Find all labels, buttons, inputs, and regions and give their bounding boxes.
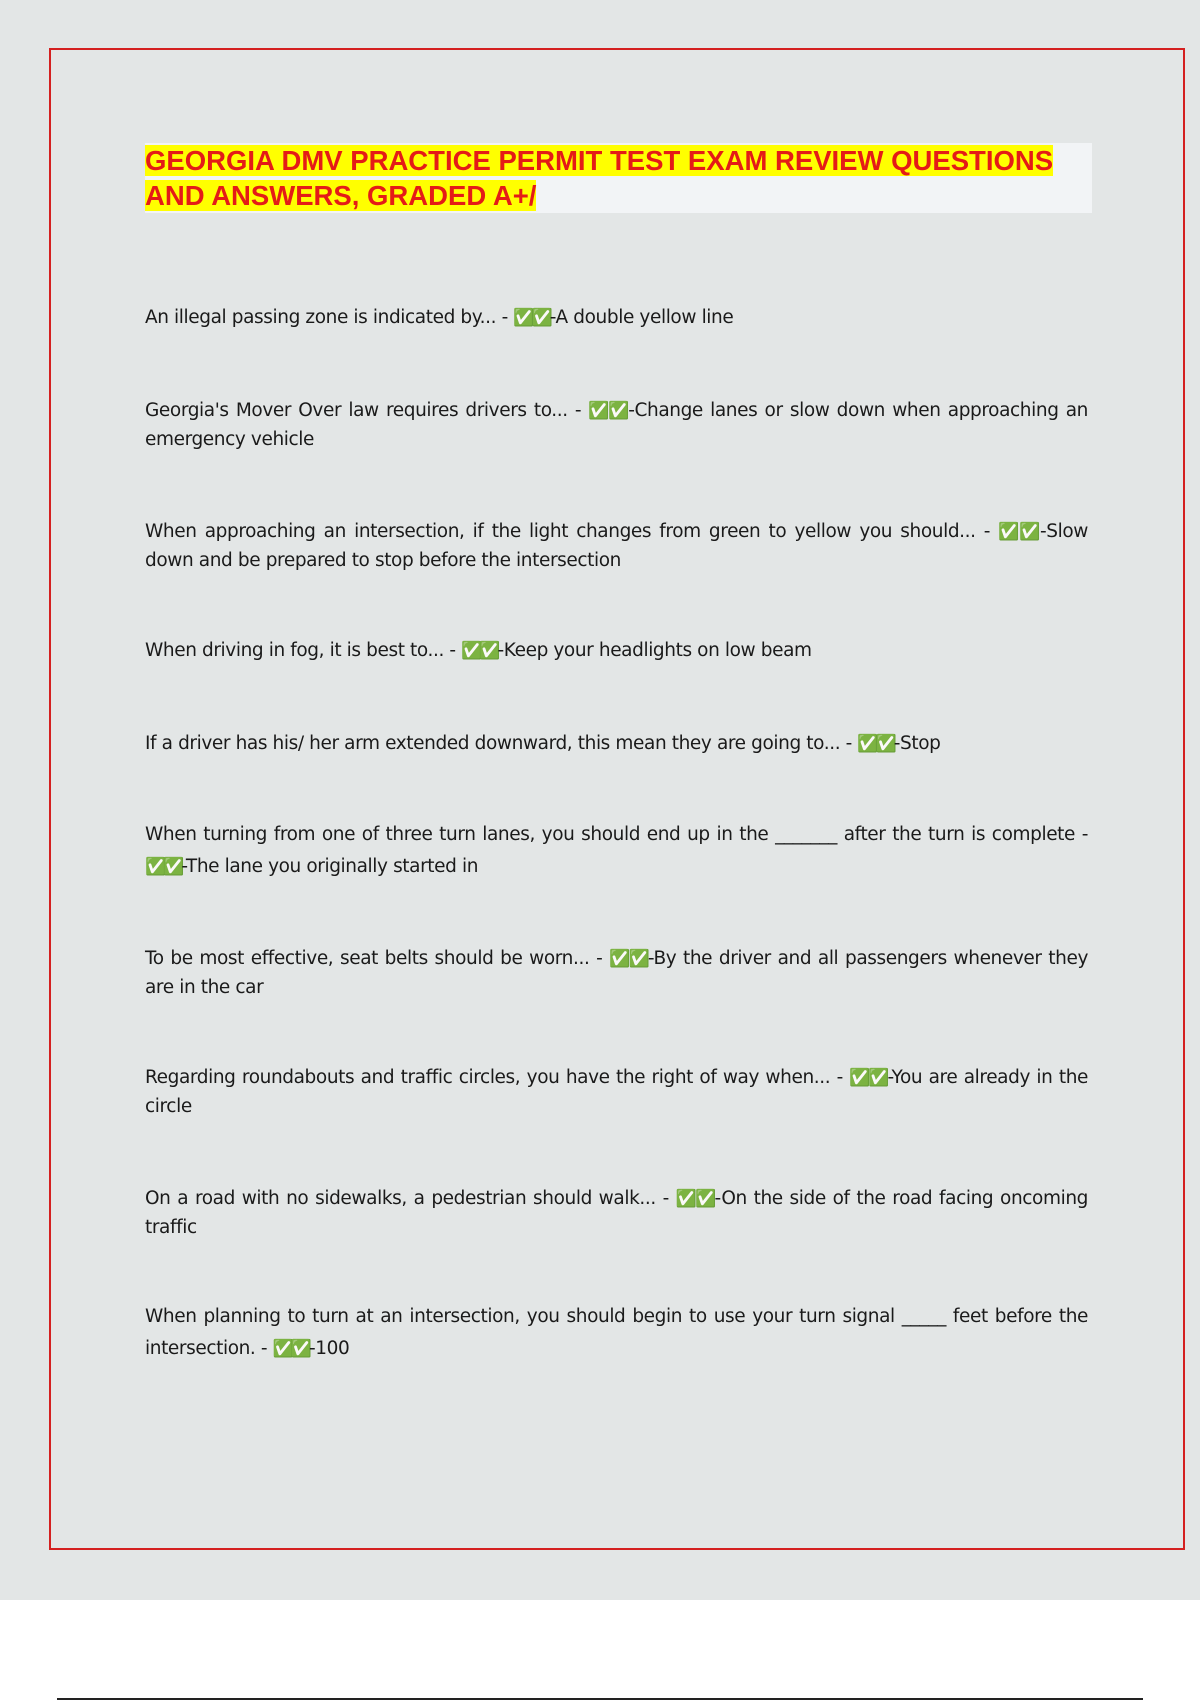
qa-item xyxy=(145,1064,1088,1121)
check-icon: ✅✅ xyxy=(588,401,629,421)
qa-item xyxy=(145,730,1088,759)
check-icon: ✅✅ xyxy=(513,308,550,328)
qa-item xyxy=(145,518,1088,575)
check-icon: ✅✅ xyxy=(461,641,498,661)
check-icon: ✅✅ xyxy=(145,857,182,877)
answer-text: -Slow down and be prepared to stop before the intersection xyxy=(145,521,1088,571)
question-text: If a driver has his/ her arm extended downward, this mean they are going to... - xyxy=(145,733,858,754)
document-title xyxy=(145,143,1092,213)
question-text: Georgia's Mover Over law requires drivers to... - xyxy=(145,400,589,421)
check-icon: ✅✅ xyxy=(998,522,1040,542)
check-icon: ✅✅ xyxy=(849,1068,888,1088)
check-icon: ✅✅ xyxy=(675,1189,715,1209)
qa-item xyxy=(145,819,1088,883)
answer-text: -Keep your headlights on low beam xyxy=(497,640,812,661)
answer-text: -On the side of the road facing oncoming traffic xyxy=(145,1188,1088,1238)
answer-text: -Stop xyxy=(893,733,941,754)
answer-text: -The lane you originally started in xyxy=(181,856,479,877)
question-text: On a road with no sidewalks, a pedestrian should walk... - xyxy=(145,1188,676,1209)
answer-text: -You are already in the circle xyxy=(145,1067,1089,1117)
qa-item xyxy=(145,304,1088,333)
qa-item xyxy=(145,397,1088,454)
title-block xyxy=(145,143,1092,213)
question-text: Regarding roundabouts and traffic circles, you have the right of way when... - xyxy=(145,1067,850,1088)
check-icon: ✅✅ xyxy=(272,1339,309,1359)
answer-text: -Change lanes or slow down when approaching an emergency vehicle xyxy=(145,400,1088,450)
check-icon: ✅✅ xyxy=(857,734,894,754)
title-highlight: GEORGIA DMV PRACTICE PERMIT TEST EXAM REVIEW QUESTIONS AND ANSWERS, GRADED A+/ xyxy=(145,145,1054,211)
answer-text: -100 xyxy=(309,1338,350,1359)
question-text: An illegal passing zone is indicated by... - xyxy=(145,307,514,328)
qa-item xyxy=(145,637,1088,666)
question-text: When planning to turn at an intersection, you should begin to use your turn signal _____ feet before the intersection. - xyxy=(145,1306,1088,1359)
question-text: When driving in fog, it is best to... - xyxy=(145,640,462,661)
question-text: When turning from one of three turn lanes, you should end up in the _______ after the turn is complete - xyxy=(145,824,1088,845)
check-icon: ✅✅ xyxy=(609,949,648,969)
question-text: When approaching an intersection, if the light changes from green to yellow you should... - xyxy=(145,521,999,542)
answer-text: -A double yellow line xyxy=(549,307,734,328)
answer-text: -By the driver and all passengers whenever they are in the car xyxy=(145,948,1088,998)
question-text: To be most effective, seat belts should be worn... - xyxy=(145,948,610,969)
qa-item xyxy=(145,1185,1088,1242)
qa-item xyxy=(145,945,1088,1002)
qa-item xyxy=(145,1301,1088,1365)
